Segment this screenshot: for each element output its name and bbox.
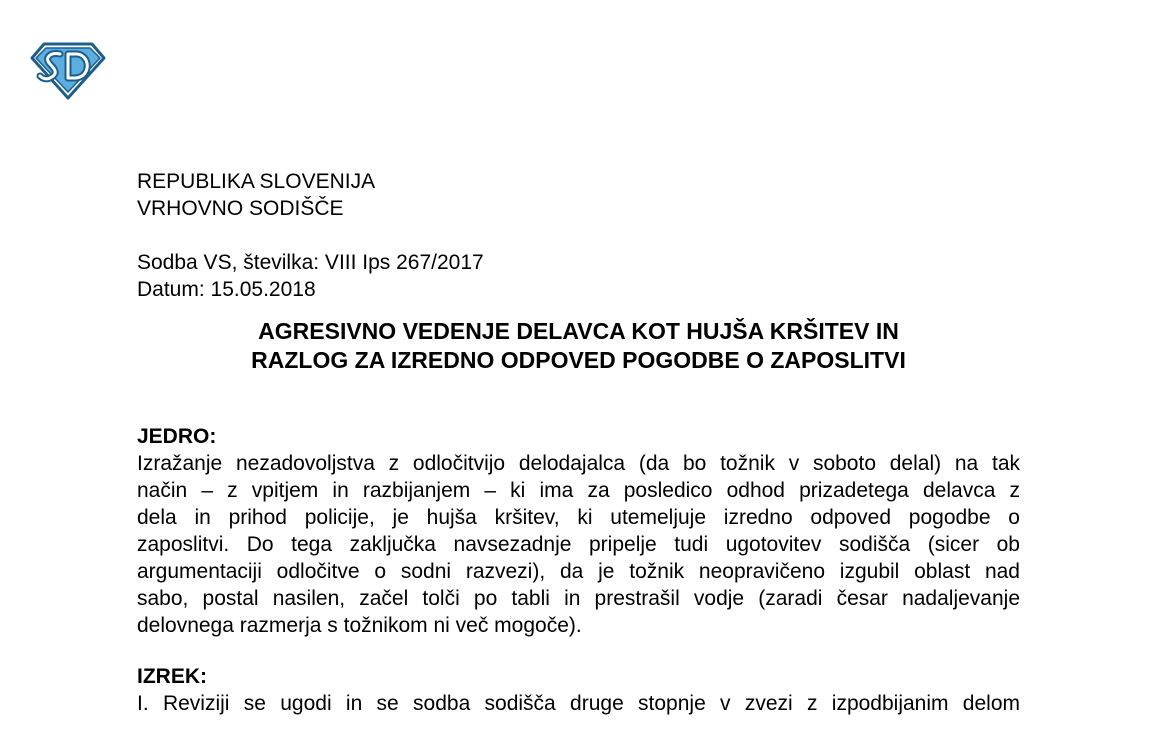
jedro-line: delovnega razmerja s tožnikom ni več mogoče). <box>137 614 582 637</box>
country-name: REPUBLIKA SLOVENIJA <box>137 170 376 193</box>
title-line-2: RAZLOG ZA IZREDNO ODPOVED POGODBE O ZAPOSLITVI <box>251 347 906 373</box>
case-number: Sodba VS, številka: VIII Ips 267/2017 <box>137 251 484 274</box>
jedro-paragraph <box>137 450 1020 639</box>
document-page <box>137 168 1020 717</box>
jedro-heading: JEDRO: <box>137 425 217 448</box>
jedro-line: sabo, postal nasilen, začel tolči po tabli in prestrašil vodje (zaradi česar nadaljevanje <box>137 587 1020 610</box>
decision-date: Datum: 15.05.2018 <box>137 278 316 301</box>
jedro-line: dela in prihod policije, je hujša kršitev, ki utemeljuje izredno odpoved pogodbe o <box>137 506 1020 529</box>
izrek-paragraph <box>137 690 1020 717</box>
jedro-line: argumentaciji odločitve o sodni razvezi), da je tožnik neopravičeno izgubil oblast nad <box>137 560 1020 583</box>
jedro-line: način – z vpitjem in razbijanjem – ki ima za posledico odhod prizadetega delavca z <box>137 479 1020 502</box>
court-shield-logo-icon <box>30 40 106 100</box>
court-name: VRHOVNO SODIŠČE <box>137 197 344 220</box>
title-line-1: AGRESIVNO VEDENJE DELAVCA KOT HUJŠA KRŠITEV IN <box>258 318 899 344</box>
jedro-line: Izražanje nezadovoljstva z odločitvijo delodajalca (da bo tožnik v soboto delal) na tak <box>137 452 1020 475</box>
jedro-line: zaposlitvi. Do tega zaključka navsezadnje pripelje tudi ugotovitev sodišča (sicer ob <box>137 533 1020 556</box>
izrek-line: I. Reviziji se ugodi in se sodba sodišča druge stopnje v zvezi z izpodbijanim delom <box>137 692 1020 715</box>
document-title <box>137 317 1020 375</box>
izrek-heading: IZREK: <box>137 665 207 688</box>
